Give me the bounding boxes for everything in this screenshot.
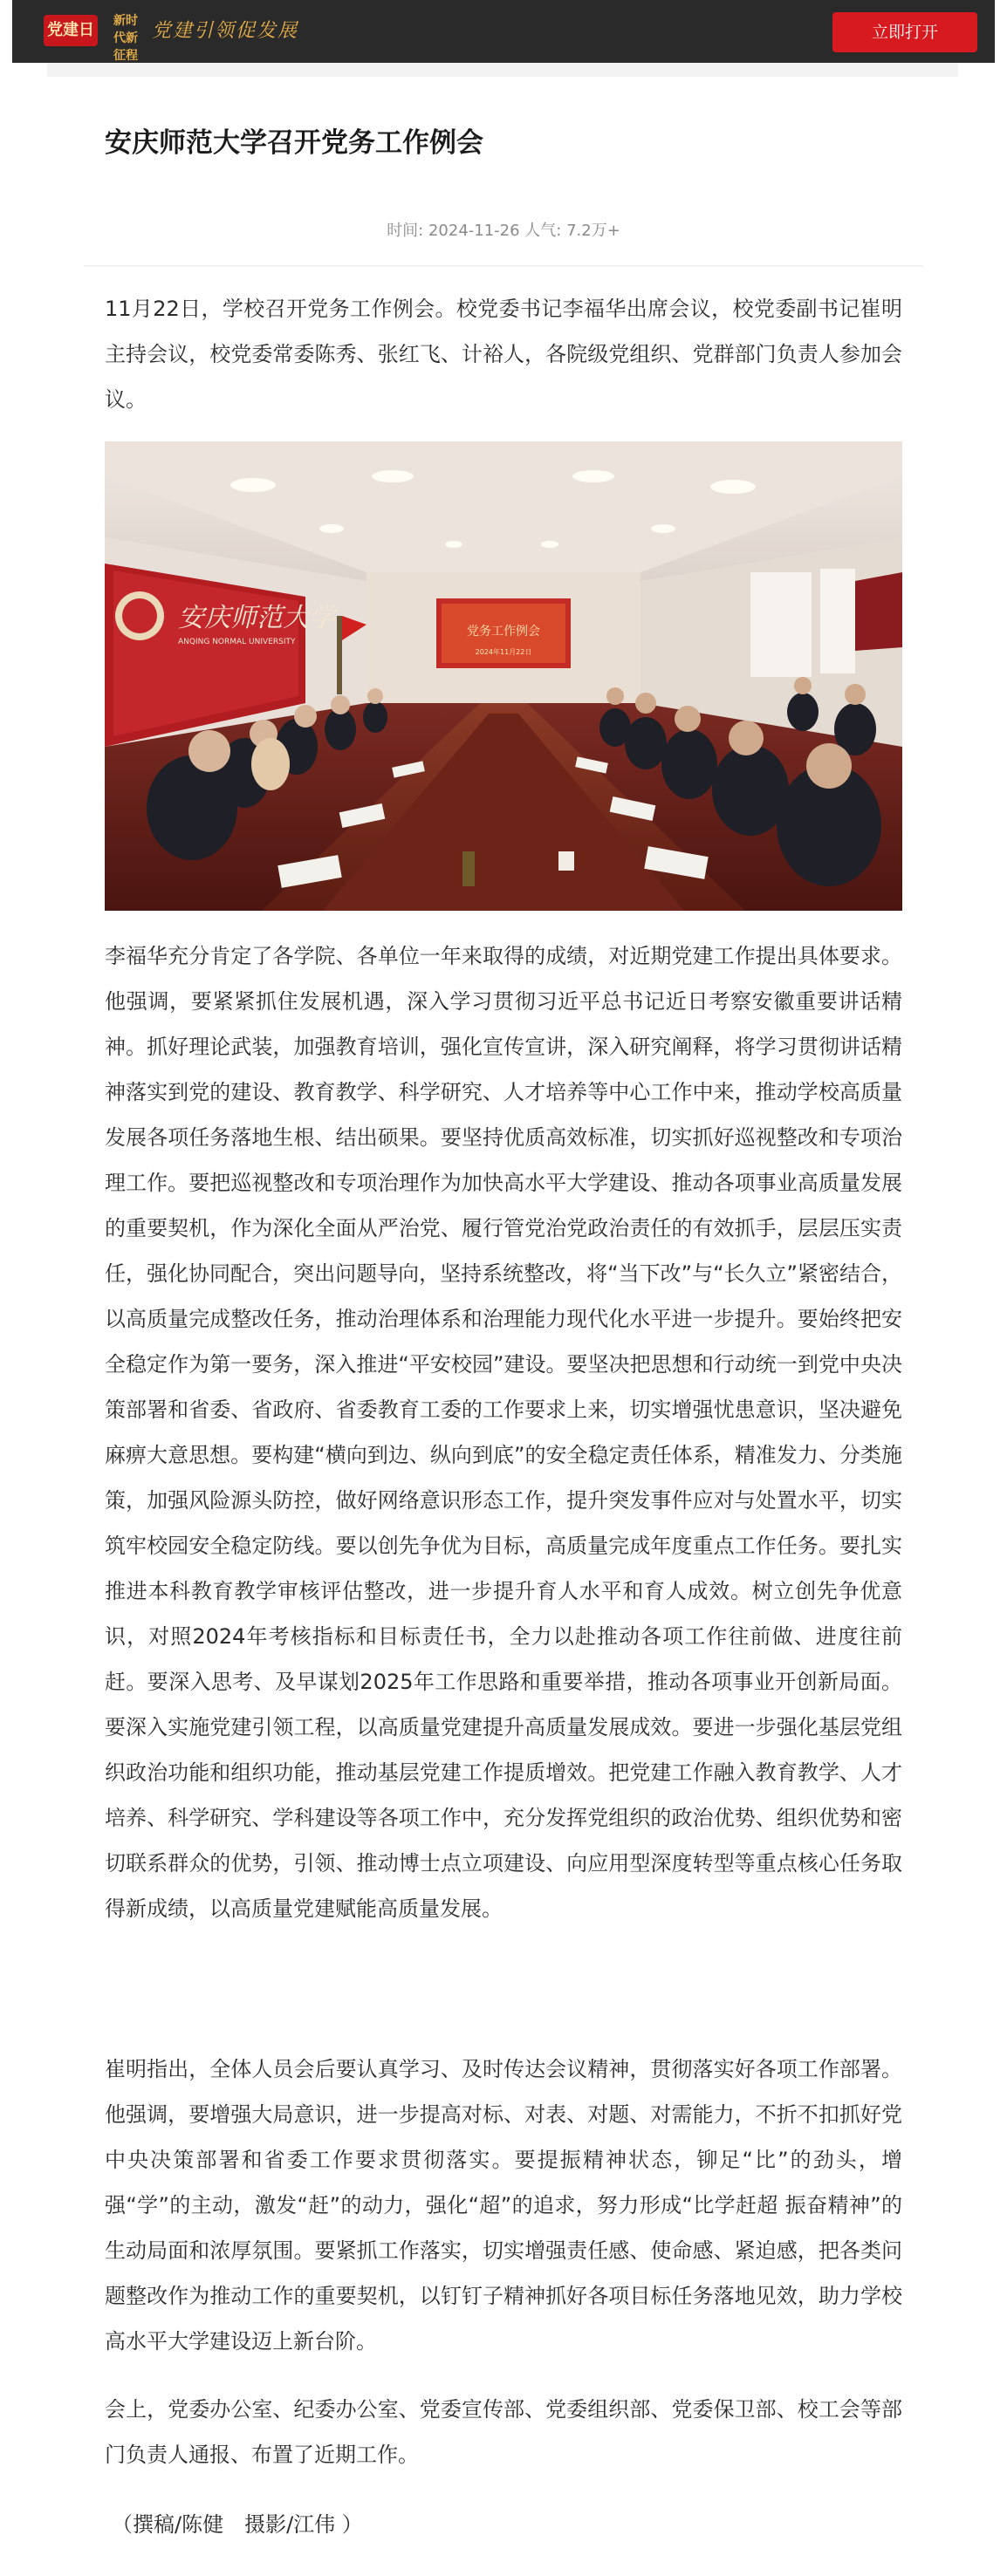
brand-logo-badge: 党建日 (44, 15, 98, 46)
divider (84, 265, 923, 267)
open-app-button[interactable]: 立即打开 (832, 12, 977, 52)
article-paragraph-2: 李福华充分肯定了各学院、各单位一年来取得的成绩，对近期党建工作提出具体要求。他强调，要紧紧抓住发展机遇，深入学习贯彻习近平总书记近日考察安徽重要讲话精神。抓好理论武装，加强教育培训，强化宣传宣讲，深入研究阐释，将学习贯彻讲话精神落实到党的建设、教育教学、科学研究、人才培养等中心工作中来，推动学校高质量发展各项任务落地生根、结出硕果。要坚持优质高效标准，切实抓好巡视整改和专项治理工作。要把巡视整改和专项治理作为加快高水平大学建设、推动各项事业高质量发展的重要契机，作为深化全面从严治党、履行管党治党政治责任的有效抓手，层层压实责任，强化协同配合，突出问题导向，坚持系统整改，将“当下改”与“长久立”紧密结合，以高质量完成整改任务，推动治理体系和治理能力现代化水平进一步提升。要始终把安全稳定作为第一要务，深入推进“平安校园”建设。要坚决把思想和行动统一到党中央决策部署和省委、省政府、省委教育工委的工作要求上来，切实增强忧患意识，坚决避免麻痹大意思想。要构建“横向到边、纵向到底”的安全稳定责任体系，精准发力、分类施策，加强风险源头防控，做好网络意识形态工作，提升突发事件应对与处置水平，切实筑牢校园安全稳定防线。要以创先争优为目标，高质量完成年度重点工作任务。要扎实推进本科教育教学审核评估整改，进一步提升育人水平和育人成效。树立创先争优意识，对照2024年考核指标和目标责任书，全力以赴推动各项工作往前做、进度往前赶。要深入思考、及早谋划2025年工作思路和重要举措，推动各项事业开创新局面。要深入实施党建引领工程，以高质量党建提升高质量发展成效。要进一步强化基层党组织政治功能和组织功能，推动基层党建工作提质增效。把党建工作融入教育教学、人才培养、科学研究、学科建设等各项工作中，充分发挥党组织的政治优势、组织优势和密切联系群众的优势，引领、推动博士点立项建设、向应用型深度转型等重点核心任务取得新成绩，以高质量党建赋能高质量发展。 (105, 944, 902, 1921)
wall-sign-text: 安庆师范大学 (178, 603, 335, 633)
screen-title-text: 党务工作例会 (467, 625, 540, 639)
meeting-photo (105, 441, 902, 911)
article-paragraph-3: 崔明指出，全体人员会后要认真学习、及时传达会议精神，贯彻落实好各项工作部署。他强调，要增强大局意识，进一步提高对标、对表、对题、对需能力，不折不扣抓好党中央决策部署和省委工作要求贯彻落实。要提振精神状态，铆足“比”的劲头，增强“学”的主动，激发“赶”的动力，强化“超”的追求，努力形成“比学赶超 振奋精神”的生动局面和浓厚氛围。要紧抓工作落实，切实增强责任感、使命感、紧迫感，把各类问题整改作为推动工作的重要契机，以钉钉子精神抓好各项目标任务落地见效，助力学校高水平大学建设迈上新台阶。 (105, 2057, 902, 2354)
article-paragraph-1: 11月22日，学校召开党务工作例会。校党委书记李福华出席会议，校党委副书记崔明主持会议，校党委常委陈秀、张红飞、计裕人，各院级党组织、党群部门负责人参加会议。 (105, 297, 902, 412)
screen-subtitle-text: 2024年11月22日 (475, 648, 532, 656)
app-banner (12, 0, 995, 63)
brand-slogan: 党建引领促发展 (152, 20, 299, 42)
banner-shadow (47, 63, 958, 77)
article-credit: （撰稿/陈健 摄影/江伟 ） (112, 2512, 363, 2537)
article-paragraph-4: 会上，党委办公室、纪委办公室、党委宣传部、党委组织部、党委保卫部、校工会等部门负责人通报、布置了近期工作。 (105, 2397, 902, 2467)
article-meta: 时间: 2024-11-26 人气: 7.2万+ (387, 222, 620, 240)
wall-sign-en-text: ANQING NORMAL UNIVERSITY (178, 638, 296, 646)
brand-mark-logo: 新时代新征程 (113, 14, 138, 63)
article-title: 安庆师范大学召开党务工作例会 (105, 127, 483, 159)
